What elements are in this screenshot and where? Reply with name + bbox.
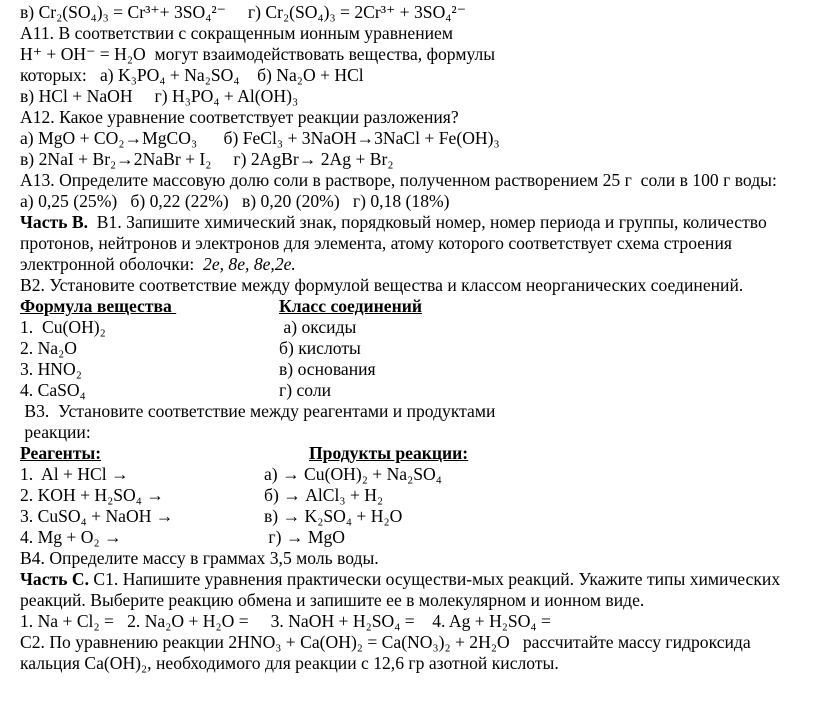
c1-line-1 <box>20 569 780 590</box>
b1-text-3a: электронной оболочки: <box>20 254 204 274</box>
part-b-label: Часть В. <box>20 212 88 232</box>
c2-line-2: кальция Ca(OH)₂, необходимого для реакции с 12,6 гр азотной кислоты. <box>20 653 559 673</box>
b4-question: В4. Определите массу в граммах 3,5 моль воды. <box>20 548 379 568</box>
b1-line-2: протонов, нейтронов и электронов для элемента, атому которого соответствует схема строения <box>20 233 732 253</box>
b1-line-1 <box>20 212 767 233</box>
a12-title: А12. Какое уравнение соответствует реакции разложения? <box>20 107 459 127</box>
b3-row-2-right: б) → AlCl₃ + H₂ <box>264 485 384 505</box>
b3-header-reagents: Реагенты: <box>20 443 102 463</box>
a12-options-1: а) MgO + CO₂→MgCO₃ б) FeCl₃ + 3NaOH→3NaCl + Fe(OH)₃ <box>20 128 500 148</box>
b2-row-1-left: 1. Cu(OH)₂ <box>20 317 106 337</box>
b2-title: В2. Установите соответствие между формулой вещества и классом неорганических соединений. <box>20 275 744 295</box>
b3-header-products: Продукты реакции: <box>309 443 469 463</box>
a10-options-line: в) Cr₂(SO₄)₃ = Cr³⁺+ 3SO₄²⁻ г) Cr₂(SO₄)₃ = 2Cr³⁺ + 3SO₄²⁻ <box>20 2 466 22</box>
b3-row-4-left: 4. Mg + O₂ → <box>20 527 122 547</box>
b1-line-3 <box>20 254 296 275</box>
b2-row-2-left: 2. Na₂O <box>20 338 77 358</box>
part-c-label: Часть С. <box>20 569 89 589</box>
b2-row-4-left: 4. CaSO₄ <box>20 380 86 400</box>
a11-options-2: в) HCl + NaOH г) H₃PO₄ + Al(OH)₃ <box>20 86 299 106</box>
b3-row-1-left: 1. Al + HCl → <box>20 464 129 484</box>
a13-options: а) 0,25 (25%) б) 0,22 (22%) в) 0,20 (20%) г) 0,18 (18%) <box>20 191 450 211</box>
b3-row-1-right: а) → Cu(OH)₂ + Na₂SO₄ <box>264 464 442 484</box>
b3-row-3-left: 3. CuSO₄ + NaOH → <box>20 506 174 526</box>
b2-row-2-right: б) кислоты <box>279 338 361 358</box>
b2-row-1-right: а) оксиды <box>279 317 357 337</box>
a13-title: А13. Определите массовую долю соли в растворе, полученном растворением 25 г соли в 100 г воды: <box>20 170 777 190</box>
c2-line-1: С2. По уравнению реакции 2HNO₃ + Ca(OH)₂ = Ca(NO₃)₂ + 2H₂O рассчитайте массу гидроксида <box>20 632 751 652</box>
b2-header-formula: Формула вещества <box>20 296 177 316</box>
b3-title: В3. Установите соответствие между реагентами и продуктами <box>20 401 496 421</box>
b2-row-3-right: в) основания <box>279 359 376 379</box>
a12-options-2: в) 2NaI + Br₂→2NaBr + I₂ г) 2AgBr→ 2Ag + Br₂ <box>20 149 394 169</box>
b3-row-4-right: г) → MgO <box>264 527 346 547</box>
a11-equation: H⁺ + OH⁻ = H₂O могут взаимодействовать вещества, формулы <box>20 44 496 64</box>
b3-row-2-left: 2. KOH + H₂SO₄ → <box>20 485 164 505</box>
b1-text: В1. Запишите химический знак, порядковый номер, номер периода и группы, количество <box>88 212 767 232</box>
b2-header-class: Класс соединений <box>279 296 423 316</box>
c1-equations: 1. Na + Cl₂ = 2. Na₂O + H₂O = 3. NaOH + H₂SO₄ = 4. Ag + H₂SO₄ = <box>20 611 551 631</box>
b3-row-3-right: в) → K₂SO₄ + H₂O <box>264 506 403 526</box>
a11-options-1: которых: а) K₃PO₄ + Na₂SO₄ б) Na₂O + HCl <box>20 65 364 85</box>
c1-text: С1. Напишите уравнения практически осуществи-мых реакций. Укажите типы химических <box>88 569 781 589</box>
b2-row-4-right: г) соли <box>279 380 332 400</box>
electron-scheme: 2е, 8е, 8е,2е. <box>203 254 296 274</box>
a11-title: А11. В соответствии с сокращенным ионным уравнением <box>20 23 453 43</box>
b2-row-3-left: 3. HNO₂ <box>20 359 82 379</box>
b3-title-2: реакции: <box>20 422 91 442</box>
c1-line-2: реакций. Выберите реакцию обмена и запишите ее в молекулярном и ионном виде. <box>20 590 645 610</box>
